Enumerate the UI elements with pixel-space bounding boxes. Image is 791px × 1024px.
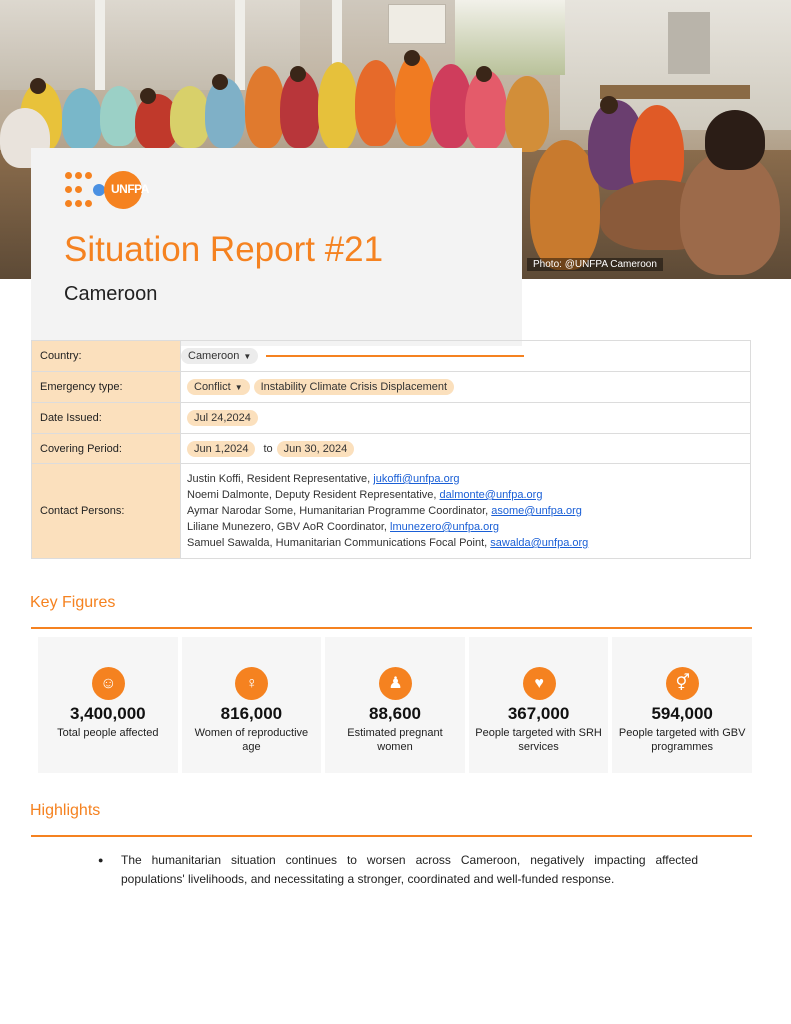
key-figure-value: 816,000: [220, 704, 283, 723]
period-end-chip[interactable]: Jun 30, 2024: [277, 441, 355, 457]
date-issued-chip[interactable]: Jul 24,2024: [187, 410, 258, 426]
period-to-text: to: [263, 442, 273, 455]
unfpa-logo: [65, 170, 147, 210]
contact-email-link[interactable]: asome@unfpa.org: [491, 505, 582, 517]
section-divider: [31, 627, 752, 629]
key-figure-card: [325, 637, 465, 773]
table-row-country: [32, 341, 751, 372]
contact-persons-label: Contact Persons:: [32, 464, 181, 559]
contact-line: Liliane Munezero, GBV AoR Coordinator, lmunezero@unfpa.org: [187, 521, 500, 533]
key-figure-caption: People targeted with GBV programmes: [618, 727, 746, 753]
contact-line: Aymar Narodar Some, Humanitarian Programme Coordinator, asome@unfpa.org: [187, 505, 582, 517]
key-figure-card: [612, 637, 752, 773]
date-issued-label: Date Issued:: [32, 403, 181, 434]
pregnant-woman-icon: ♟: [379, 667, 412, 700]
list-item: ● The humanitarian situation continues to worsen across Cameroon, negatively impacting affected populations' livelihoods, and necessitating a stronger, coordinated and well-funded response.: [98, 851, 698, 889]
key-figure-card: [38, 637, 178, 773]
crowd-head: [476, 66, 492, 82]
crowd-person: [245, 66, 285, 148]
report-info-table: [31, 340, 751, 559]
page-title: Situation Report #21: [64, 230, 384, 269]
crowd-person: [355, 60, 397, 146]
crowd-head: [290, 66, 306, 82]
covering-period-label: Covering Period:: [32, 434, 181, 464]
key-figure-card: [182, 637, 322, 773]
highlights-list: [98, 851, 698, 889]
contact-line: Justin Koffi, Resident Representative, jukoffi@unfpa.org: [187, 473, 460, 485]
key-figure-value: 88,600: [368, 704, 421, 723]
contact-line: Noemi Dalmonte, Deputy Resident Representative, dalmonte@unfpa.org: [187, 489, 543, 501]
contact-email-link[interactable]: jukoffi@unfpa.org: [373, 473, 460, 485]
report-country: Cameroon: [64, 283, 158, 305]
chevron-down-icon: ▼: [243, 352, 252, 361]
contact-line: Samuel Sawalda, Humanitarian Communications Focal Point, sawalda@unfpa.org: [187, 537, 589, 549]
key-figure-value: 367,000: [507, 704, 570, 723]
title-card: [31, 148, 522, 346]
wall-poster: [388, 4, 446, 44]
emergency-type-label: Emergency type:: [32, 372, 181, 403]
key-figure-caption: Total people affected: [57, 727, 159, 739]
crowd-person: [395, 54, 435, 146]
table-row-emergency: [32, 372, 751, 403]
key-figure-caption: Estimated pregnant women: [347, 727, 443, 753]
key-figure-value: 3,400,000: [69, 704, 146, 723]
heart-health-icon: ♥: [523, 667, 556, 700]
logo-text: UNFPA: [111, 182, 149, 196]
crowd-person: [100, 86, 138, 146]
tent-pole: [235, 0, 245, 90]
key-figures-grid: [38, 637, 752, 773]
emergency-tags: Instability Climate Crisis Displacement: [254, 379, 454, 395]
table-row-period: [32, 434, 751, 464]
key-figure-card: [469, 637, 609, 773]
gender-symbol-icon: ⚥: [666, 667, 699, 700]
key-figures-heading: Key Figures: [30, 594, 116, 611]
crowd-head: [404, 50, 420, 66]
country-label: Country:: [32, 341, 181, 372]
tent-opening: [455, 0, 565, 75]
emergency-type-select[interactable]: Conflict ▼: [187, 379, 250, 395]
table-row-date: [32, 403, 751, 434]
crowd-head: [600, 96, 618, 114]
crowd-head: [212, 74, 228, 90]
section-divider: [31, 835, 752, 837]
crowd-person: [705, 110, 765, 170]
crowd-head: [140, 88, 156, 104]
contact-email-link[interactable]: dalmonte@unfpa.org: [439, 489, 543, 501]
photo-credit: Photo: @UNFPA Cameroon: [527, 258, 663, 271]
period-start-chip[interactable]: Jun 1,2024: [187, 441, 255, 457]
key-figure-caption: People targeted with SRH services: [475, 727, 602, 753]
crowd-person: [170, 86, 210, 148]
crowd-head: [30, 78, 46, 94]
table-row-contacts: [32, 464, 751, 559]
wooden-bench: [600, 85, 750, 99]
tent-pole: [95, 0, 105, 90]
crowd-person: [62, 88, 102, 150]
people-group-icon: ☺: [92, 667, 125, 700]
crowd-person: [318, 62, 358, 150]
highlights-heading: Highlights: [30, 802, 101, 819]
orange-divider: [266, 355, 524, 357]
women-icon: ♀: [235, 667, 268, 700]
crowd-person: [205, 78, 245, 148]
crowd-person: [465, 70, 507, 150]
country-select[interactable]: Cameroon ▼: [181, 348, 258, 364]
contact-email-link[interactable]: lmunezero@unfpa.org: [390, 521, 500, 533]
chevron-down-icon: ▼: [234, 383, 243, 392]
wall-panel: [668, 12, 710, 74]
crowd-person: [505, 76, 549, 152]
contact-email-link[interactable]: sawalda@unfpa.org: [490, 537, 589, 549]
key-figure-caption: Women of reproductive age: [194, 727, 309, 753]
key-figure-value: 594,000: [651, 704, 713, 723]
